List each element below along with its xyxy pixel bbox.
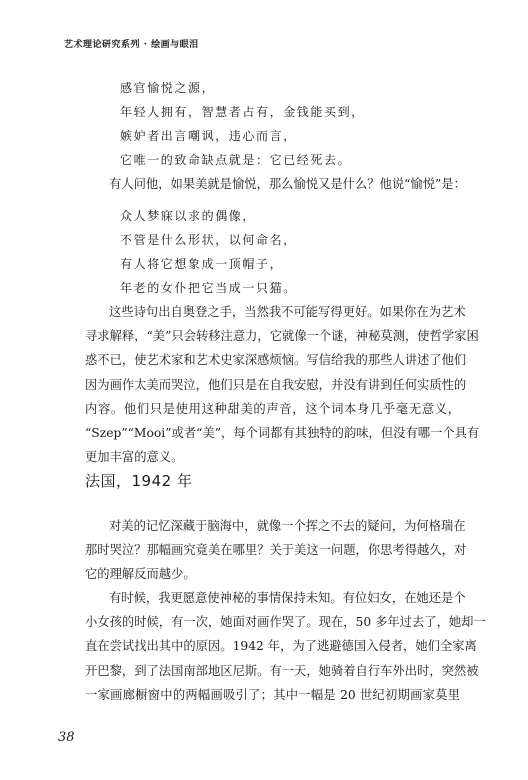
running-head: 艺术理论研究系列 · 绘画与眼泪 <box>64 40 199 50</box>
paragraph-line: 因为画作太美而哭泣，他们只是在自我安慰，并没有讲到任何实质性的 <box>85 377 467 392</box>
paragraph-line: 开巴黎，到了法国南部地区尼斯。有一天，她骑着自行车外出时，突然被 <box>85 663 479 678</box>
paragraph-line: “Szep”“Mooi”或者“美”，每个词都有其独特的韵味，但没有哪一个具有 <box>85 425 480 440</box>
poem-line: 有人将它想象成一顶帽子， <box>120 257 284 271</box>
paragraph-line: 这些诗句出自奥登之手，当然我不可能写得更好。如果你在为艺术 <box>109 305 466 319</box>
paragraph-line: 有时候，我更愿意使神秘的事情保持未知。有位妇女，在她还是个 <box>109 591 466 605</box>
poem-line: 嫉妒者出言嘲讽，违心而言， <box>120 129 297 143</box>
paragraph-line: 对美的记忆深藏于脑海中，就像一个挥之不去的疑问，为何格瑞在 <box>109 519 466 533</box>
paragraph-line: 惑不已，使艺术家和艺术史家深感烦恼。写信给我的那些人讲述了他们 <box>85 353 467 368</box>
paragraph-line: 它的理解反而越少。 <box>85 567 196 582</box>
paragraph-line: 内容。他们只是使用这种甜美的声音，这个词本身几乎毫无意义， <box>85 401 460 416</box>
paragraph-line: 小女孩的时候，有一次，她面对画作哭了。现在，50 多年过去了，她却一 <box>85 615 486 630</box>
poem-line: 众人梦寐以求的偶像， <box>120 209 257 223</box>
poem-stanza-2 <box>120 204 297 300</box>
body-paragraph-1 <box>85 300 480 469</box>
poem-stanza-1 <box>120 76 365 172</box>
question-paragraph <box>85 172 466 196</box>
body-paragraph-2 <box>85 514 467 587</box>
poem-line: 年轻人拥有，智慧者占有，金钱能买到， <box>120 105 365 119</box>
paragraph-line: 直在尝试找出其中的原因。1942 年，为了逃避德国入侵者，她们全家离 <box>85 639 477 654</box>
paragraph-line: 那时哭泣？那幅画究竟美在哪里？关于美这一问题，你思考得越久，对 <box>85 543 467 558</box>
poem-line: 它唯一的致命缺点就是：它已经死去。 <box>120 153 352 167</box>
page-number: 38 <box>58 730 75 745</box>
body-paragraph-3 <box>85 586 486 707</box>
paragraph-line: 一家画廊橱窗中的两幅画吸引了；其中一幅是 20 世纪初期画家莫里 <box>85 687 460 702</box>
poem-line: 不管是什么形状，以何命名， <box>120 233 297 247</box>
paragraph-line: 有人问他，如果美就是愉悦，那么愉悦又是什么？他说“愉悦”是： <box>109 177 466 191</box>
poem-line: 年老的女仆把它当成一只猫。 <box>120 281 297 295</box>
section-heading: 法国，1942 年 <box>85 472 193 490</box>
poem-line: 感官愉悦之源， <box>120 81 216 95</box>
paragraph-line: 更加丰富的意义。 <box>85 450 184 465</box>
paragraph-line: 寻求解释，“美”只会转移注意力，它就像一个谜，神秘莫测，使哲学家困 <box>85 329 479 344</box>
